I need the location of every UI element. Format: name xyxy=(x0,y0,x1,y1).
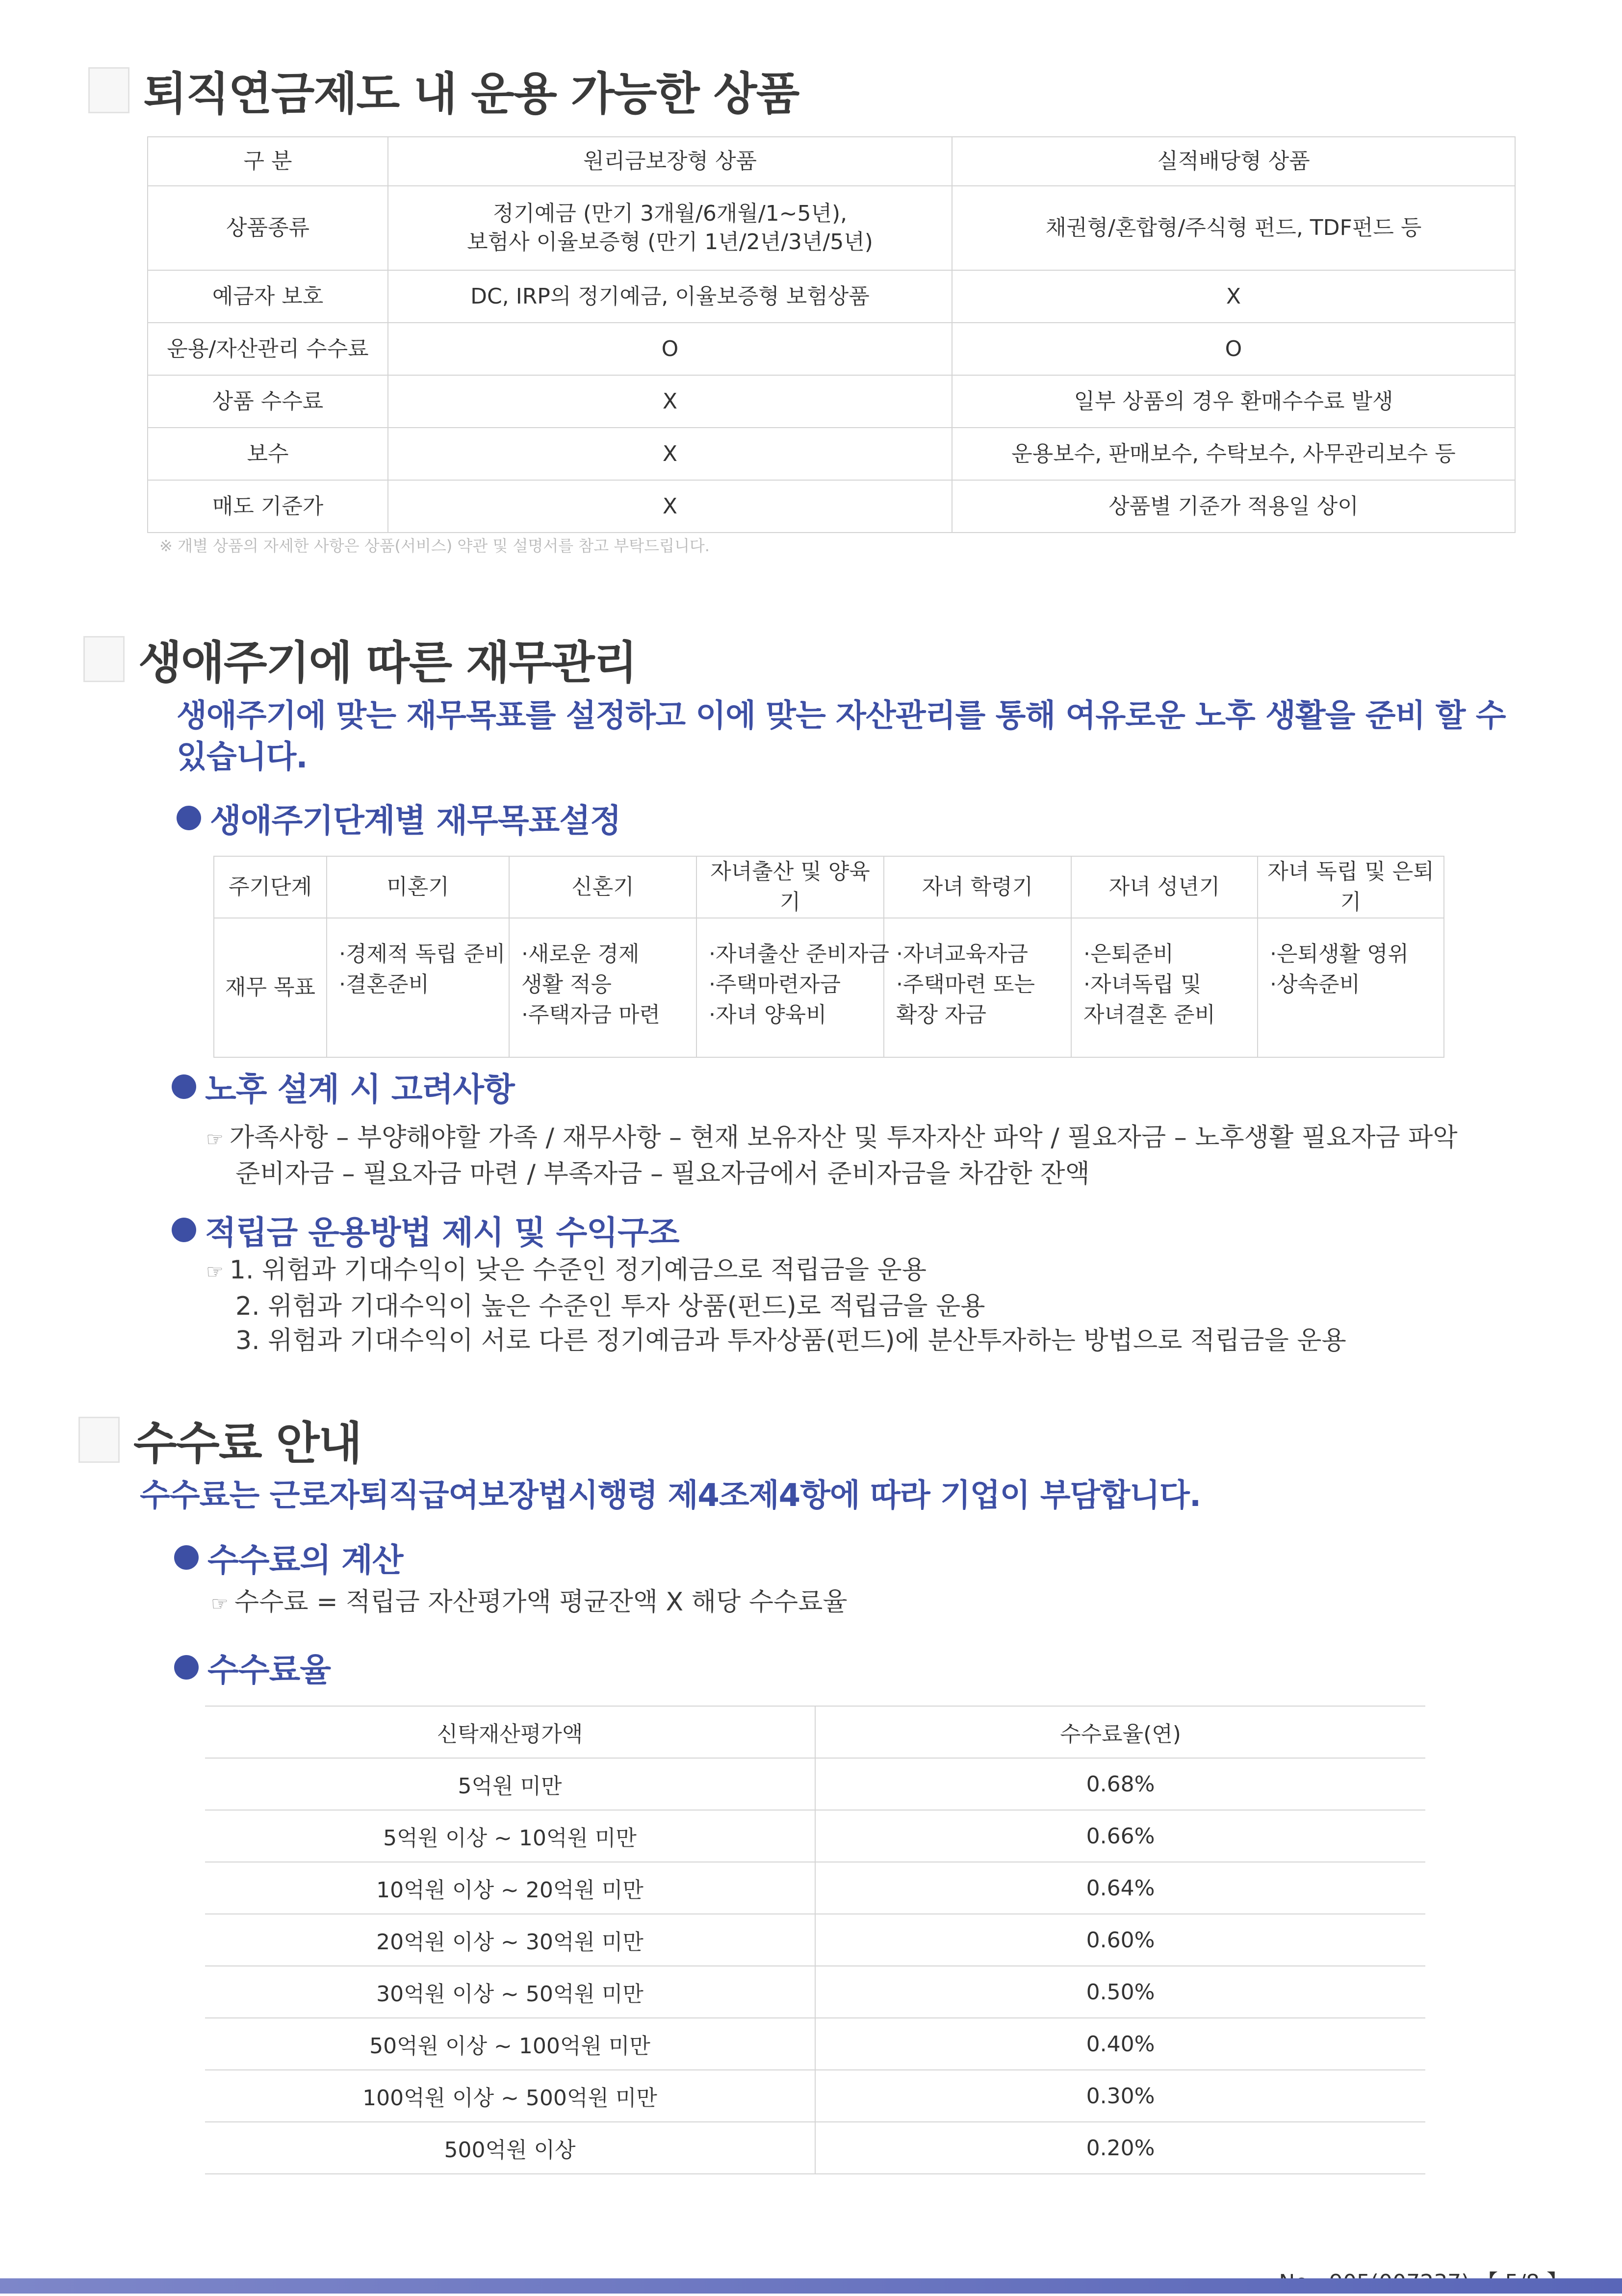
subsection-title: 노후 설계 시 고려사항 xyxy=(205,1071,515,1108)
bottom-bar xyxy=(0,2278,1622,2294)
footnote: ※ 개별 상품의 자세한 사항은 상품(서비스) 약관 및 설명서를 참고 부탁드립니다. xyxy=(159,536,710,555)
table-cell: 100억원 이상 ~ 500억원 미만 xyxy=(205,2070,815,2122)
section-heading xyxy=(88,58,798,123)
row-label: 재무 목표 xyxy=(214,918,327,1057)
pointer-icon: ☞ xyxy=(211,1593,229,1615)
subsection-title: 수수료율 xyxy=(207,1651,331,1689)
table-cell: 0.40% xyxy=(815,2018,1425,2070)
subsection-title: 적립금 운용방법 제시 및 수익구조 xyxy=(205,1214,679,1251)
table-cell: 20억원 이상 ~ 30억원 미만 xyxy=(205,1914,815,1966)
goal-line: ·상속준비 xyxy=(1270,972,1361,997)
formula-text: 수수료 = 적립금 자산평가액 평균잔액 X 해당 수수료율 xyxy=(234,1587,848,1617)
table-cell: 0.68% xyxy=(815,1758,1425,1810)
checkbox-icon xyxy=(83,636,125,682)
table-header: 미혼기 xyxy=(327,856,509,918)
table-cell: 500억원 이상 xyxy=(205,2122,815,2174)
table-row xyxy=(205,1914,1425,1966)
table-cell: 운용보수, 판매보수, 수탁보수, 사무관리보수 등 xyxy=(952,428,1515,480)
table-row xyxy=(205,1758,1425,1810)
table-header: 주기단계 xyxy=(214,856,327,918)
lifecycle-table xyxy=(213,856,1444,1058)
bullet-icon xyxy=(172,1074,196,1099)
table-cell: 0.60% xyxy=(815,1914,1425,1966)
table-cell: 5억원 이상 ~ 10억원 미만 xyxy=(205,1810,815,1862)
table-cell: 매도 기준가 xyxy=(148,480,388,533)
goal-line: ·자녀 양육비 xyxy=(709,1002,827,1027)
table-cell: 상품종류 xyxy=(148,186,388,270)
table-header: 수수료율(연) xyxy=(815,1706,1425,1758)
section-heading xyxy=(83,627,637,691)
checkbox-icon xyxy=(78,1417,120,1463)
section-title: 퇴직연금제도 내 운용 가능한 상품 xyxy=(143,68,799,120)
method-item: 2. 위험과 기대수익이 높은 수준인 투자 상품(펀드)로 적립금을 운용 xyxy=(235,1292,985,1321)
table-cell: 예금자 보호 xyxy=(148,270,388,323)
table-cell: 0.50% xyxy=(815,1966,1425,2018)
table-cell: 0.66% xyxy=(815,1810,1425,1862)
table-cell: DC, IRP의 정기예금, 이율보증형 보험상품 xyxy=(388,270,952,323)
subsection-heading xyxy=(177,794,621,841)
table-cell: 0.20% xyxy=(815,2122,1425,2174)
table-row xyxy=(214,918,1444,1057)
goal-cell xyxy=(696,918,890,1057)
goal-cell xyxy=(1258,918,1444,1057)
table-header: 신탁재산평가액 xyxy=(205,1706,815,1758)
table-row xyxy=(148,428,1515,480)
table-header: 자녀출산 및 양육기 xyxy=(696,856,884,918)
table-cell: X xyxy=(952,270,1515,323)
table-cell: 상품 수수료 xyxy=(148,375,388,428)
subsection-heading xyxy=(174,1534,403,1581)
goal-cell xyxy=(884,918,1071,1057)
subsection-heading xyxy=(174,1644,331,1690)
pointer-icon: ☞ xyxy=(206,1261,224,1283)
table-header: 원리금보장형 상품 xyxy=(388,137,952,186)
table-header: 자녀 성년기 xyxy=(1071,856,1258,918)
table-cell: O xyxy=(952,323,1515,375)
table-cell: 채권형/혼합형/주식형 펀드, TDF펀드 등 xyxy=(952,186,1515,270)
goal-line: ·결혼준비 xyxy=(339,972,430,997)
table-row xyxy=(205,2070,1425,2122)
table-row xyxy=(148,480,1515,533)
table-row xyxy=(205,2018,1425,2070)
subsection-heading xyxy=(172,1206,679,1253)
table-header: 실적배당형 상품 xyxy=(952,137,1515,186)
subsection-title: 생애주기단계별 재무목표설정 xyxy=(210,802,621,840)
bullet-icon xyxy=(177,806,201,830)
method-text: 1. 위험과 기대수익이 낮은 수준인 정기예금으로 적립금을 운용 xyxy=(229,1255,927,1285)
method-item xyxy=(206,1253,1346,1289)
lead-line: 있습니다. xyxy=(177,739,308,775)
fee-formula xyxy=(211,1585,848,1621)
goal-line: ·주택자금 마련 xyxy=(521,1002,660,1027)
goal-line: ·은퇴준비 xyxy=(1083,942,1174,967)
table-cell: 50억원 이상 ~ 100억원 미만 xyxy=(205,2018,815,2070)
table-cell: 5억원 미만 xyxy=(205,1758,815,1810)
section-title: 수수료 안내 xyxy=(133,1417,361,1470)
product-table xyxy=(147,136,1516,533)
goal-line: ·경제적 독립 준비 xyxy=(339,942,506,967)
checkbox-icon xyxy=(88,67,129,113)
table-header-row xyxy=(214,856,1444,918)
goal-line: ·주택마련자금 xyxy=(709,972,841,997)
table-cell: 0.64% xyxy=(815,1862,1425,1914)
lead-text: 수수료는 근로자퇴직급여보장법시행령 제4조제4항에 따라 기업이 부담합니다. xyxy=(140,1478,1201,1514)
table-cell: 10억원 이상 ~ 20억원 미만 xyxy=(205,1862,815,1914)
goal-cell xyxy=(1071,918,1258,1057)
goal-line: 확장 자금 xyxy=(896,1002,987,1027)
goal-line: 생활 적응 xyxy=(521,972,612,997)
subsection-title: 수수료의 계산 xyxy=(207,1541,403,1579)
fee-rate-table xyxy=(205,1706,1425,2174)
table-cell: X xyxy=(388,428,952,480)
table-cell: 0.30% xyxy=(815,2070,1425,2122)
table-row xyxy=(205,1862,1425,1914)
bullet-icon xyxy=(174,1655,199,1680)
table-cell: 30억원 이상 ~ 50억원 미만 xyxy=(205,1966,815,2018)
method-item: 3. 위험과 기대수익이 서로 다른 정기예금과 투자상품(펀드)에 분산투자하는 방법으로 적립금을 운용 xyxy=(235,1326,1346,1355)
goal-line: 자녀결혼 준비 xyxy=(1083,1002,1216,1027)
table-cell: O xyxy=(388,323,952,375)
consider-line: 준비자금 – 필요자금 마련 / 부족자금 – 필요자금에서 준비자금을 차감한 잔액 xyxy=(235,1159,1090,1189)
goal-line: ·자녀독립 및 xyxy=(1083,972,1202,997)
section-heading xyxy=(78,1407,361,1472)
method-list xyxy=(206,1253,1346,1358)
table-header: 자녀 학령기 xyxy=(884,856,1071,918)
goal-line: ·은퇴생활 영위 xyxy=(1270,942,1409,967)
table-cell: X xyxy=(388,480,952,533)
table-row xyxy=(148,186,1515,270)
consider-line-text: 가족사항 – 부양해야할 가족 / 재무사항 – 현재 보유자산 및 투자자산 파악 / 필요자금 – 노후생활 필요자금 파악 xyxy=(229,1123,1458,1152)
table-cell: 보수 xyxy=(148,428,388,480)
subsection-heading xyxy=(172,1063,515,1110)
table-row xyxy=(148,323,1515,375)
table-cell: 일부 상품의 경우 환매수수료 발생 xyxy=(952,375,1515,428)
goal-line: ·자녀교육자금 xyxy=(896,942,1029,967)
section-title: 생애주기에 따른 재무관리 xyxy=(138,637,637,689)
bullet-icon xyxy=(172,1218,196,1242)
cell-line: 정기예금 (만기 3개월/6개월/1~5년), xyxy=(492,201,848,226)
bullet-icon xyxy=(174,1545,199,1570)
table-header: 신혼기 xyxy=(509,856,696,918)
table-row xyxy=(148,375,1515,428)
table-cell: X xyxy=(388,375,952,428)
table-cell: 운용/자산관리 수수료 xyxy=(148,323,388,375)
table-row xyxy=(205,2122,1425,2174)
lead-line: 생애주기에 맞는 재무목표를 설정하고 이에 맞는 자산관리를 통해 여유로운 노후 생활을 준비 할 수 xyxy=(177,698,1506,734)
table-cell xyxy=(388,186,952,270)
goal-cell xyxy=(327,918,509,1057)
cell-line: 보험사 이율보증형 (만기 1년/2년/3년/5년) xyxy=(467,230,873,255)
table-row xyxy=(205,1966,1425,2018)
goal-line: ·자녀출산 준비자금 xyxy=(709,942,890,967)
table-header-row xyxy=(148,137,1515,186)
consider-text xyxy=(206,1121,1458,1191)
table-cell: 상품별 기준가 적용일 상이 xyxy=(952,480,1515,533)
table-row xyxy=(148,270,1515,323)
table-header: 구 분 xyxy=(148,137,388,186)
table-header-row xyxy=(205,1706,1425,1758)
goal-cell xyxy=(509,918,696,1057)
table-row xyxy=(205,1810,1425,1862)
lead-text xyxy=(177,695,1506,778)
pointer-icon: ☞ xyxy=(206,1128,224,1151)
table-header: 자녀 독립 및 은퇴기 xyxy=(1258,856,1444,918)
consider-line xyxy=(206,1121,1458,1157)
goal-line: ·새로운 경제 xyxy=(521,942,640,967)
goal-line: ·주택마련 또는 xyxy=(896,972,1035,997)
